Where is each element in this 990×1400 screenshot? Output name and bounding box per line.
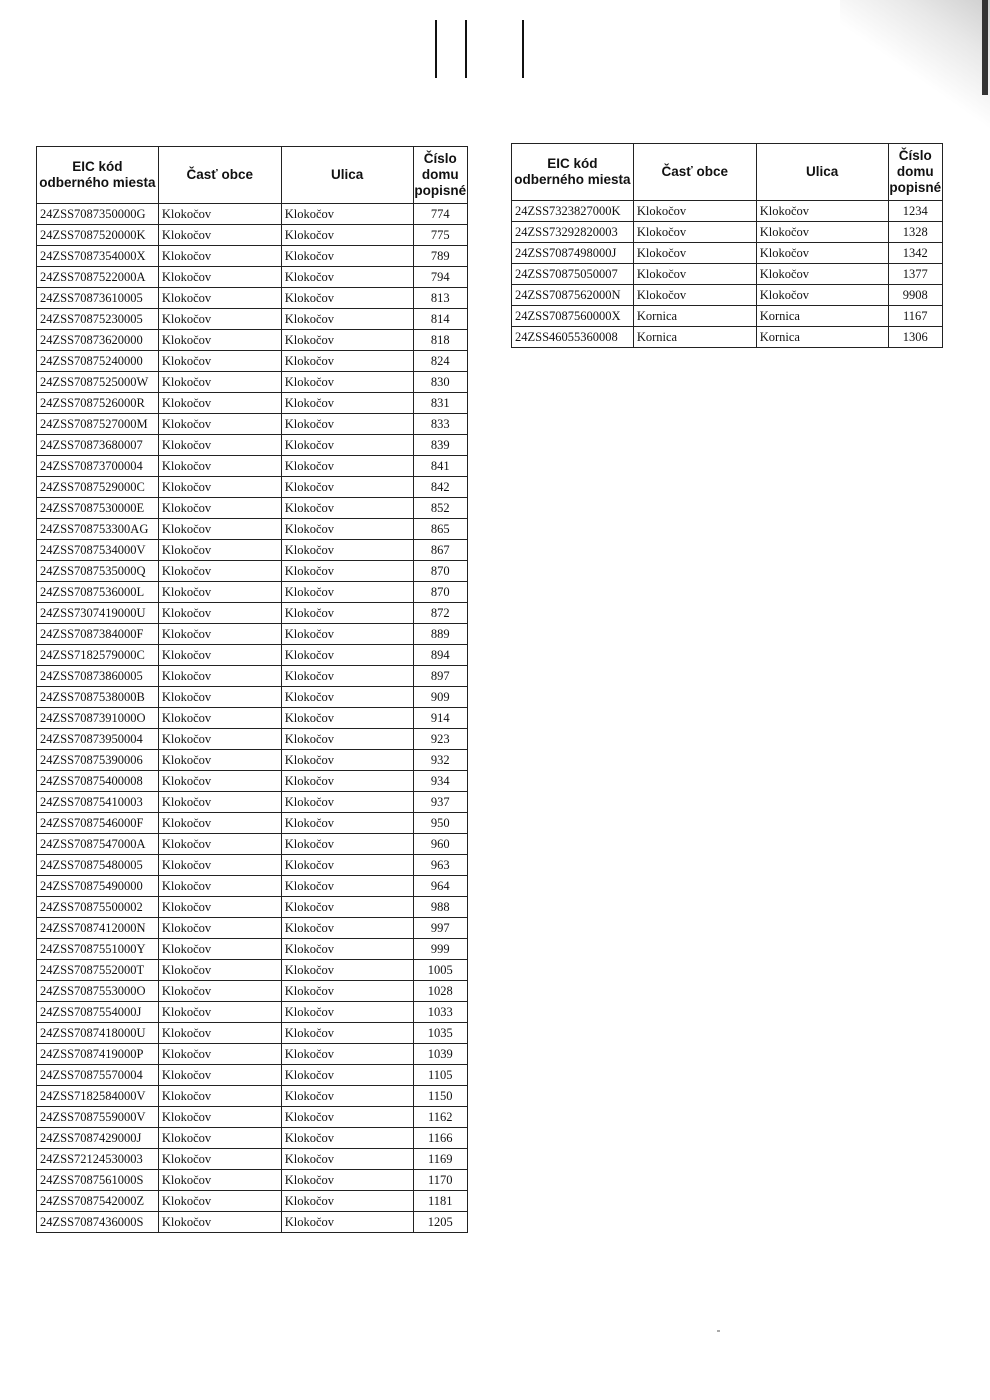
cell-street: Klokočov	[281, 456, 413, 477]
cell-eic: 24ZSS70875230005	[37, 309, 159, 330]
cell-number: 964	[413, 876, 467, 897]
table-row	[37, 456, 468, 477]
table-row	[37, 1023, 468, 1044]
cell-street: Klokočov	[281, 1065, 413, 1086]
header-street: Ulica	[281, 147, 413, 204]
cell-part: Klokočov	[158, 351, 281, 372]
cell-street: Klokočov	[281, 876, 413, 897]
table-row	[37, 246, 468, 267]
cell-street: Klokočov	[281, 519, 413, 540]
cell-street: Klokočov	[281, 729, 413, 750]
cell-number: 830	[413, 372, 467, 393]
cell-number: 833	[413, 414, 467, 435]
table-row	[37, 918, 468, 939]
cell-eic: 24ZSS7087562000N	[512, 285, 634, 306]
cell-part: Klokočov	[158, 582, 281, 603]
cell-number: 894	[413, 645, 467, 666]
cell-street: Klokočov	[281, 351, 413, 372]
cell-number: 814	[413, 309, 467, 330]
cell-part: Klokočov	[158, 855, 281, 876]
cell-eic: 24ZSS70873950004	[37, 729, 159, 750]
cell-part: Klokočov	[158, 498, 281, 519]
cell-eic: 24ZSS70875500002	[37, 897, 159, 918]
cell-street: Klokočov	[281, 897, 413, 918]
cell-street: Klokočov	[281, 267, 413, 288]
cell-street: Kornica	[756, 327, 888, 348]
cell-number: 775	[413, 225, 467, 246]
table-row	[37, 1086, 468, 1107]
cell-number: 999	[413, 939, 467, 960]
cell-number: 923	[413, 729, 467, 750]
table-row	[512, 285, 943, 306]
header-number: Číslo domu popisné	[888, 144, 942, 201]
table-row	[37, 624, 468, 645]
cell-street: Klokočov	[281, 918, 413, 939]
table-row	[37, 582, 468, 603]
cell-part: Klokočov	[158, 372, 281, 393]
cell-street: Klokočov	[281, 309, 413, 330]
cell-street: Klokočov	[281, 372, 413, 393]
table-row	[37, 435, 468, 456]
cell-eic: 24ZSS7087546000F	[37, 813, 159, 834]
cell-eic: 24ZSS70875480005	[37, 855, 159, 876]
cell-street: Klokočov	[281, 1086, 413, 1107]
cell-number: 9908	[888, 285, 942, 306]
header-eic: EIC kód odberného miesta	[512, 144, 634, 201]
cell-street: Klokočov	[281, 813, 413, 834]
table-row	[37, 645, 468, 666]
cell-number: 1328	[888, 222, 942, 243]
table-header-row	[37, 147, 468, 204]
table-row	[37, 771, 468, 792]
cell-eic: 24ZSS7087561000S	[37, 1170, 159, 1191]
table-row	[37, 414, 468, 435]
cell-eic: 24ZSS72124530003	[37, 1149, 159, 1170]
cell-street: Klokočov	[281, 1002, 413, 1023]
cell-eic: 24ZSS7087553000O	[37, 981, 159, 1002]
cell-number: 889	[413, 624, 467, 645]
cell-street: Klokočov	[281, 435, 413, 456]
cell-number: 1035	[413, 1023, 467, 1044]
cell-part: Klokočov	[158, 330, 281, 351]
table-row	[512, 264, 943, 285]
cell-part: Klokočov	[158, 267, 281, 288]
cell-eic: 24ZSS7087530000E	[37, 498, 159, 519]
cell-part: Klokočov	[158, 645, 281, 666]
cell-eic: 24ZSS7087429000J	[37, 1128, 159, 1149]
cell-part: Klokočov	[158, 624, 281, 645]
table-row	[37, 855, 468, 876]
cell-eic: 24ZSS73292820003	[512, 222, 634, 243]
cell-number: 988	[413, 897, 467, 918]
cell-street: Klokočov	[281, 498, 413, 519]
barcode-bar	[435, 20, 437, 78]
cell-part: Klokočov	[633, 285, 756, 306]
cell-number: 1306	[888, 327, 942, 348]
cell-eic: 24ZSS7323827000K	[512, 201, 634, 222]
cell-street: Klokočov	[281, 1044, 413, 1065]
table-row	[37, 288, 468, 309]
cell-number: 932	[413, 750, 467, 771]
table-row	[512, 306, 943, 327]
cell-street: Klokočov	[281, 1212, 413, 1233]
cell-street: Klokočov	[281, 288, 413, 309]
cell-part: Klokočov	[158, 750, 281, 771]
cell-street: Klokočov	[281, 603, 413, 624]
cell-eic: 24ZSS7087559000V	[37, 1107, 159, 1128]
cell-number: 914	[413, 708, 467, 729]
cell-eic: 24ZSS7087354000X	[37, 246, 159, 267]
cell-eic: 24ZSS7307419000U	[37, 603, 159, 624]
cell-part: Klokočov	[158, 456, 281, 477]
cell-number: 1234	[888, 201, 942, 222]
cell-part: Kornica	[633, 327, 756, 348]
cell-eic: 24ZSS70873680007	[37, 435, 159, 456]
barcode-bar	[522, 20, 524, 78]
cell-part: Klokočov	[158, 225, 281, 246]
table-row	[37, 498, 468, 519]
table-row	[512, 201, 943, 222]
table-row	[37, 1128, 468, 1149]
cell-number: 824	[413, 351, 467, 372]
cell-street: Klokočov	[281, 1023, 413, 1044]
cell-part: Klokočov	[158, 519, 281, 540]
cell-number: 963	[413, 855, 467, 876]
cell-number: 774	[413, 204, 467, 225]
cell-street: Klokočov	[281, 561, 413, 582]
cell-number: 1170	[413, 1170, 467, 1191]
cell-number: 841	[413, 456, 467, 477]
cell-number: 960	[413, 834, 467, 855]
cell-part: Klokočov	[158, 897, 281, 918]
cell-street: Klokočov	[281, 708, 413, 729]
cell-street: Klokočov	[281, 330, 413, 351]
table-row	[37, 939, 468, 960]
table-row	[37, 225, 468, 246]
header-eic: EIC kód odberného miesta	[37, 147, 159, 204]
cell-part: Klokočov	[158, 687, 281, 708]
cell-part: Klokočov	[158, 771, 281, 792]
cell-part: Klokočov	[158, 960, 281, 981]
cell-eic: 24ZSS7087527000M	[37, 414, 159, 435]
table-row	[37, 981, 468, 1002]
cell-eic: 24ZSS70875410003	[37, 792, 159, 813]
cell-street: Klokočov	[281, 981, 413, 1002]
table-row	[37, 1170, 468, 1191]
cell-part: Klokočov	[158, 813, 281, 834]
cell-part: Klokočov	[158, 1002, 281, 1023]
cell-eic: 24ZSS70873620000	[37, 330, 159, 351]
cell-eic: 24ZSS70875390006	[37, 750, 159, 771]
cell-street: Klokočov	[281, 855, 413, 876]
cell-street: Klokočov	[281, 960, 413, 981]
table-row	[37, 1044, 468, 1065]
cell-street: Klokočov	[281, 582, 413, 603]
table-row	[37, 204, 468, 225]
cell-street: Klokočov	[281, 1149, 413, 1170]
barcode-bar	[465, 20, 467, 78]
cell-eic: 24ZSS70875240000	[37, 351, 159, 372]
cell-number: 794	[413, 267, 467, 288]
cell-part: Klokočov	[158, 309, 281, 330]
cell-eic: 24ZSS70873700004	[37, 456, 159, 477]
cell-part: Klokočov	[158, 603, 281, 624]
scan-edge	[982, 0, 988, 95]
cell-eic: 24ZSS7087554000J	[37, 1002, 159, 1023]
cell-eic: 24ZSS7087560000X	[512, 306, 634, 327]
cell-part: Klokočov	[158, 1128, 281, 1149]
cell-part: Klokočov	[158, 729, 281, 750]
cell-eic: 24ZSS70875400008	[37, 771, 159, 792]
cell-part: Klokočov	[158, 561, 281, 582]
table-row	[37, 393, 468, 414]
table-row	[37, 330, 468, 351]
cell-street: Klokočov	[281, 1170, 413, 1191]
cell-part: Klokočov	[633, 243, 756, 264]
cell-number: 852	[413, 498, 467, 519]
cell-eic: 24ZSS7087536000L	[37, 582, 159, 603]
cell-part: Klokočov	[158, 792, 281, 813]
cell-part: Klokočov	[158, 288, 281, 309]
table-row	[37, 792, 468, 813]
cell-part: Klokočov	[158, 1191, 281, 1212]
cell-eic: 24ZSS7087520000K	[37, 225, 159, 246]
cell-number: 897	[413, 666, 467, 687]
cell-part: Klokočov	[158, 1086, 281, 1107]
cell-street: Klokočov	[281, 225, 413, 246]
cell-number: 1342	[888, 243, 942, 264]
scan-shadow	[840, 0, 990, 130]
header-street: Ulica	[756, 144, 888, 201]
cell-part: Klokočov	[633, 264, 756, 285]
cell-part: Klokočov	[158, 876, 281, 897]
cell-part: Klokočov	[633, 201, 756, 222]
cell-street: Klokočov	[756, 264, 888, 285]
cell-street: Klokočov	[281, 1107, 413, 1128]
cell-number: 1105	[413, 1065, 467, 1086]
cell-street: Kornica	[756, 306, 888, 327]
cell-part: Klokočov	[158, 1065, 281, 1086]
supply-points-table-right	[511, 143, 943, 348]
cell-number: 831	[413, 393, 467, 414]
table-row	[512, 243, 943, 264]
cell-part: Klokočov	[158, 540, 281, 561]
cell-street: Klokočov	[281, 939, 413, 960]
table-row	[37, 1002, 468, 1023]
cell-eic: 24ZSS7087391000O	[37, 708, 159, 729]
cell-eic: 24ZSS7182579000C	[37, 645, 159, 666]
cell-eic: 24ZSS7087529000C	[37, 477, 159, 498]
cell-part: Klokočov	[158, 477, 281, 498]
cell-street: Klokočov	[281, 204, 413, 225]
cell-part: Klokočov	[158, 666, 281, 687]
cell-number: 937	[413, 792, 467, 813]
cell-street: Klokočov	[281, 624, 413, 645]
cell-eic: 24ZSS70875050007	[512, 264, 634, 285]
cell-eic: 24ZSS46055360008	[512, 327, 634, 348]
cell-number: 789	[413, 246, 467, 267]
cell-number: 1028	[413, 981, 467, 1002]
table-row	[37, 372, 468, 393]
cell-part: Klokočov	[158, 1170, 281, 1191]
cell-street: Klokočov	[281, 477, 413, 498]
cell-street: Klokočov	[756, 222, 888, 243]
table-row	[37, 540, 468, 561]
cell-street: Klokočov	[281, 645, 413, 666]
scan-speck	[717, 1330, 720, 1332]
cell-number: 870	[413, 582, 467, 603]
cell-number: 842	[413, 477, 467, 498]
cell-street: Klokočov	[281, 666, 413, 687]
cell-number: 865	[413, 519, 467, 540]
table-row	[37, 1191, 468, 1212]
table-row	[37, 477, 468, 498]
table-row	[37, 1065, 468, 1086]
cell-number: 1162	[413, 1107, 467, 1128]
cell-number: 1039	[413, 1044, 467, 1065]
cell-eic: 24ZSS70875490000	[37, 876, 159, 897]
supply-points-table-left	[36, 146, 468, 1233]
cell-number: 909	[413, 687, 467, 708]
table-row	[37, 1149, 468, 1170]
cell-eic: 24ZSS7087412000N	[37, 918, 159, 939]
cell-number: 1377	[888, 264, 942, 285]
cell-eic: 24ZSS7182584000V	[37, 1086, 159, 1107]
cell-part: Klokočov	[158, 246, 281, 267]
cell-street: Klokočov	[281, 393, 413, 414]
table-row	[37, 897, 468, 918]
cell-street: Klokočov	[281, 540, 413, 561]
cell-eic: 24ZSS7087418000U	[37, 1023, 159, 1044]
table-row	[37, 1107, 468, 1128]
cell-part: Klokočov	[158, 981, 281, 1002]
cell-part: Klokočov	[158, 414, 281, 435]
cell-street: Klokočov	[281, 246, 413, 267]
cell-street: Klokočov	[281, 771, 413, 792]
cell-street: Klokočov	[281, 414, 413, 435]
cell-street: Klokočov	[281, 750, 413, 771]
cell-number: 818	[413, 330, 467, 351]
table-row	[37, 561, 468, 582]
cell-eic: 24ZSS7087551000Y	[37, 939, 159, 960]
table-row	[37, 687, 468, 708]
cell-eic: 24ZSS7087525000W	[37, 372, 159, 393]
cell-eic: 24ZSS7087436000S	[37, 1212, 159, 1233]
header-part: Časť obce	[158, 147, 281, 204]
cell-number: 1166	[413, 1128, 467, 1149]
cell-eic: 24ZSS70875570004	[37, 1065, 159, 1086]
cell-street: Klokočov	[756, 201, 888, 222]
cell-eic: 24ZSS7087547000A	[37, 834, 159, 855]
cell-part: Klokočov	[158, 939, 281, 960]
cell-eic: 24ZSS7087526000R	[37, 393, 159, 414]
table-row	[37, 834, 468, 855]
cell-eic: 24ZSS7087350000G	[37, 204, 159, 225]
cell-part: Klokočov	[158, 834, 281, 855]
cell-part: Klokočov	[633, 222, 756, 243]
cell-street: Klokočov	[281, 1191, 413, 1212]
cell-part: Klokočov	[158, 435, 281, 456]
cell-part: Klokočov	[158, 708, 281, 729]
cell-part: Klokočov	[158, 1044, 281, 1065]
cell-number: 813	[413, 288, 467, 309]
cell-part: Klokočov	[158, 1107, 281, 1128]
table-row	[37, 960, 468, 981]
cell-number: 950	[413, 813, 467, 834]
table-row	[512, 327, 943, 348]
table-row	[37, 666, 468, 687]
cell-number: 1150	[413, 1086, 467, 1107]
cell-street: Klokočov	[756, 243, 888, 264]
cell-number: 1205	[413, 1212, 467, 1233]
cell-eic: 24ZSS7087542000Z	[37, 1191, 159, 1212]
cell-eic: 24ZSS708753300AG	[37, 519, 159, 540]
cell-eic: 24ZSS7087538000B	[37, 687, 159, 708]
cell-number: 1167	[888, 306, 942, 327]
table-row	[37, 813, 468, 834]
cell-number: 870	[413, 561, 467, 582]
cell-street: Klokočov	[281, 834, 413, 855]
table-row	[37, 519, 468, 540]
table-row	[37, 750, 468, 771]
table-row	[37, 351, 468, 372]
table-row	[37, 1212, 468, 1233]
cell-number: 934	[413, 771, 467, 792]
table-row	[512, 222, 943, 243]
header-part: Časť obce	[633, 144, 756, 201]
cell-eic: 24ZSS7087384000F	[37, 624, 159, 645]
cell-part: Klokočov	[158, 1212, 281, 1233]
cell-number: 867	[413, 540, 467, 561]
cell-part: Klokočov	[158, 1023, 281, 1044]
table-row	[37, 708, 468, 729]
table-row	[37, 309, 468, 330]
cell-number: 1005	[413, 960, 467, 981]
cell-eic: 24ZSS7087552000T	[37, 960, 159, 981]
cell-street: Klokočov	[281, 1128, 413, 1149]
table-row	[37, 876, 468, 897]
cell-street: Klokočov	[281, 792, 413, 813]
cell-eic: 24ZSS7087522000A	[37, 267, 159, 288]
cell-number: 839	[413, 435, 467, 456]
cell-street: Klokočov	[756, 285, 888, 306]
table-row	[37, 729, 468, 750]
header-number: Číslo domu popisné	[413, 147, 467, 204]
cell-part: Kornica	[633, 306, 756, 327]
cell-eic: 24ZSS70873610005	[37, 288, 159, 309]
table-header-row	[512, 144, 943, 201]
cell-number: 1169	[413, 1149, 467, 1170]
cell-eic: 24ZSS7087498000J	[512, 243, 634, 264]
table-row	[37, 603, 468, 624]
cell-eic: 24ZSS7087419000P	[37, 1044, 159, 1065]
cell-part: Klokočov	[158, 204, 281, 225]
table-row	[37, 267, 468, 288]
cell-eic: 24ZSS70873860005	[37, 666, 159, 687]
cell-eic: 24ZSS7087535000Q	[37, 561, 159, 582]
cell-number: 1033	[413, 1002, 467, 1023]
cell-part: Klokočov	[158, 1149, 281, 1170]
cell-number: 1181	[413, 1191, 467, 1212]
cell-number: 872	[413, 603, 467, 624]
cell-part: Klokočov	[158, 393, 281, 414]
cell-part: Klokočov	[158, 918, 281, 939]
cell-number: 997	[413, 918, 467, 939]
cell-eic: 24ZSS7087534000V	[37, 540, 159, 561]
cell-street: Klokočov	[281, 687, 413, 708]
